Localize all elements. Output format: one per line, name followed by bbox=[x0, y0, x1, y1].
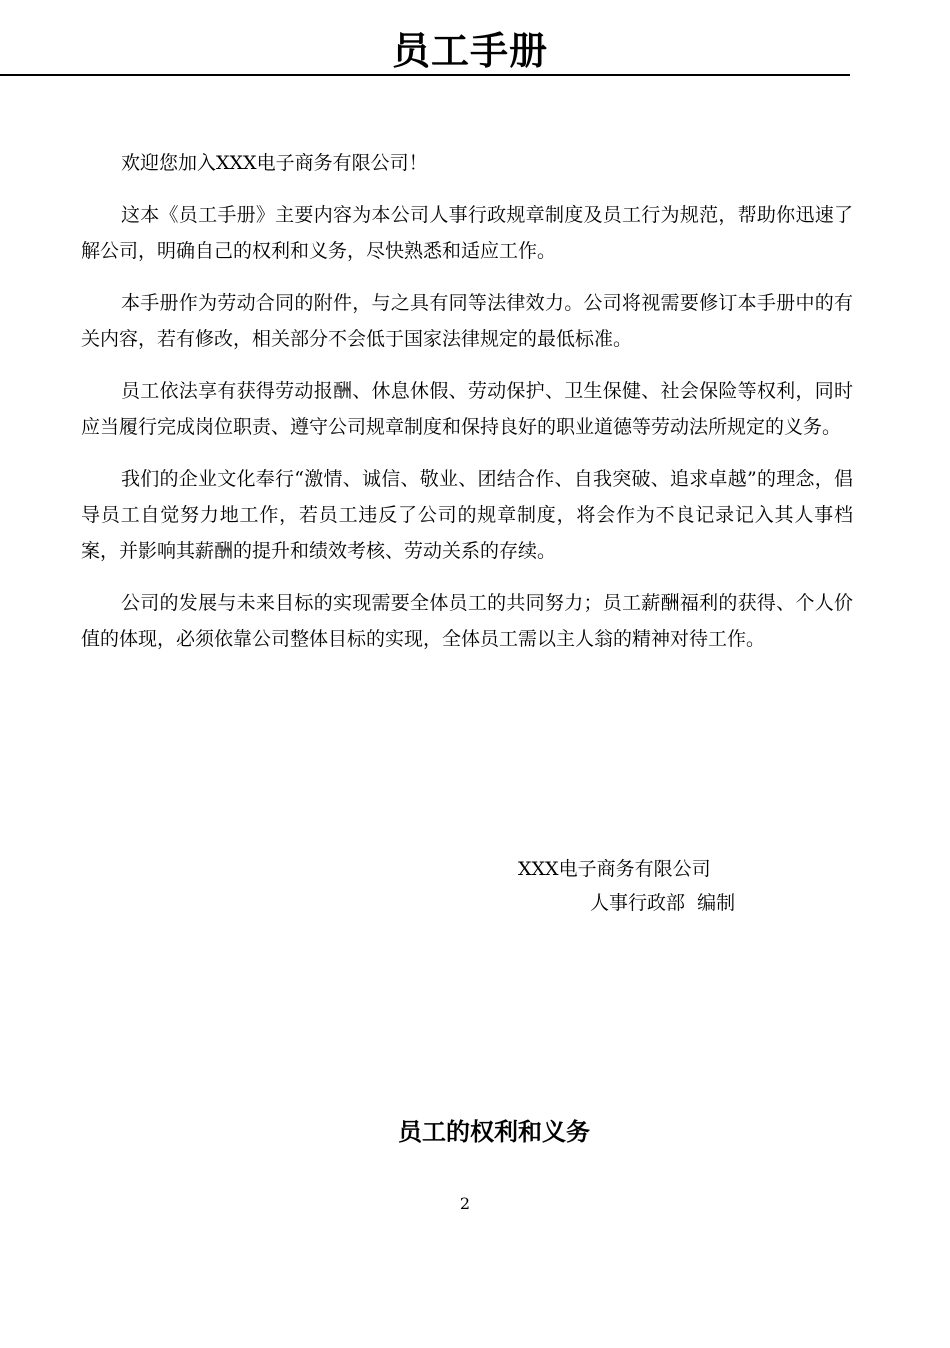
document-body bbox=[81, 145, 853, 673]
signature-company: XXX电子商务有限公司 bbox=[518, 858, 711, 880]
paragraph-welcome: 欢迎您加入XXX电子商务有限公司！ bbox=[121, 152, 428, 174]
paragraph-employee-rights: 员工依法享有获得劳动报酬、休息休假、劳动保护、卫生保健、社会保险等权利，同时应当履行完成岗位职责、遵守公司规章制度和保持良好的职业道德等劳动法所规定的义务。 bbox=[81, 380, 853, 438]
paragraph-company-development: 公司的发展与未来目标的实现需要全体员工的共同努力；员工薪酬福利的获得、个人价值的体现，必须依靠公司整体目标的实现，全体员工需以主人翁的精神对待工作。 bbox=[81, 592, 853, 650]
paragraph-purpose: 这本《员工手册》主要内容为本公司人事行政规章制度及员工行为规范，帮助你迅速了解公司，明确自己的权利和义务，尽快熟悉和适应工作。 bbox=[81, 204, 853, 262]
title-divider bbox=[0, 74, 850, 76]
page-number: 2 bbox=[459, 1194, 471, 1213]
signature-department: 人事行政部 编制 bbox=[590, 892, 736, 914]
section-heading: 员工的权利和义务 bbox=[398, 1118, 590, 1146]
signature-block bbox=[518, 852, 735, 920]
paragraph-corporate-culture: 我们的企业文化奉行“激情、诚信、敬业、团结合作、自我突破、追求卓越”的理念，倡导员工自觉努力地工作，若员工违反了公司的规章制度，将会作为不良记录记入其人事档案，并影响其薪酬的提升和绩效考核、劳动关系的存续。 bbox=[81, 468, 853, 562]
page-title: 员工手册 bbox=[391, 29, 548, 73]
paragraph-legal-effect: 本手册作为劳动合同的附件，与之具有同等法律效力。公司将视需要修订本手册中的有关内容，若有修改，相关部分不会低于国家法律规定的最低标准。 bbox=[81, 292, 853, 350]
